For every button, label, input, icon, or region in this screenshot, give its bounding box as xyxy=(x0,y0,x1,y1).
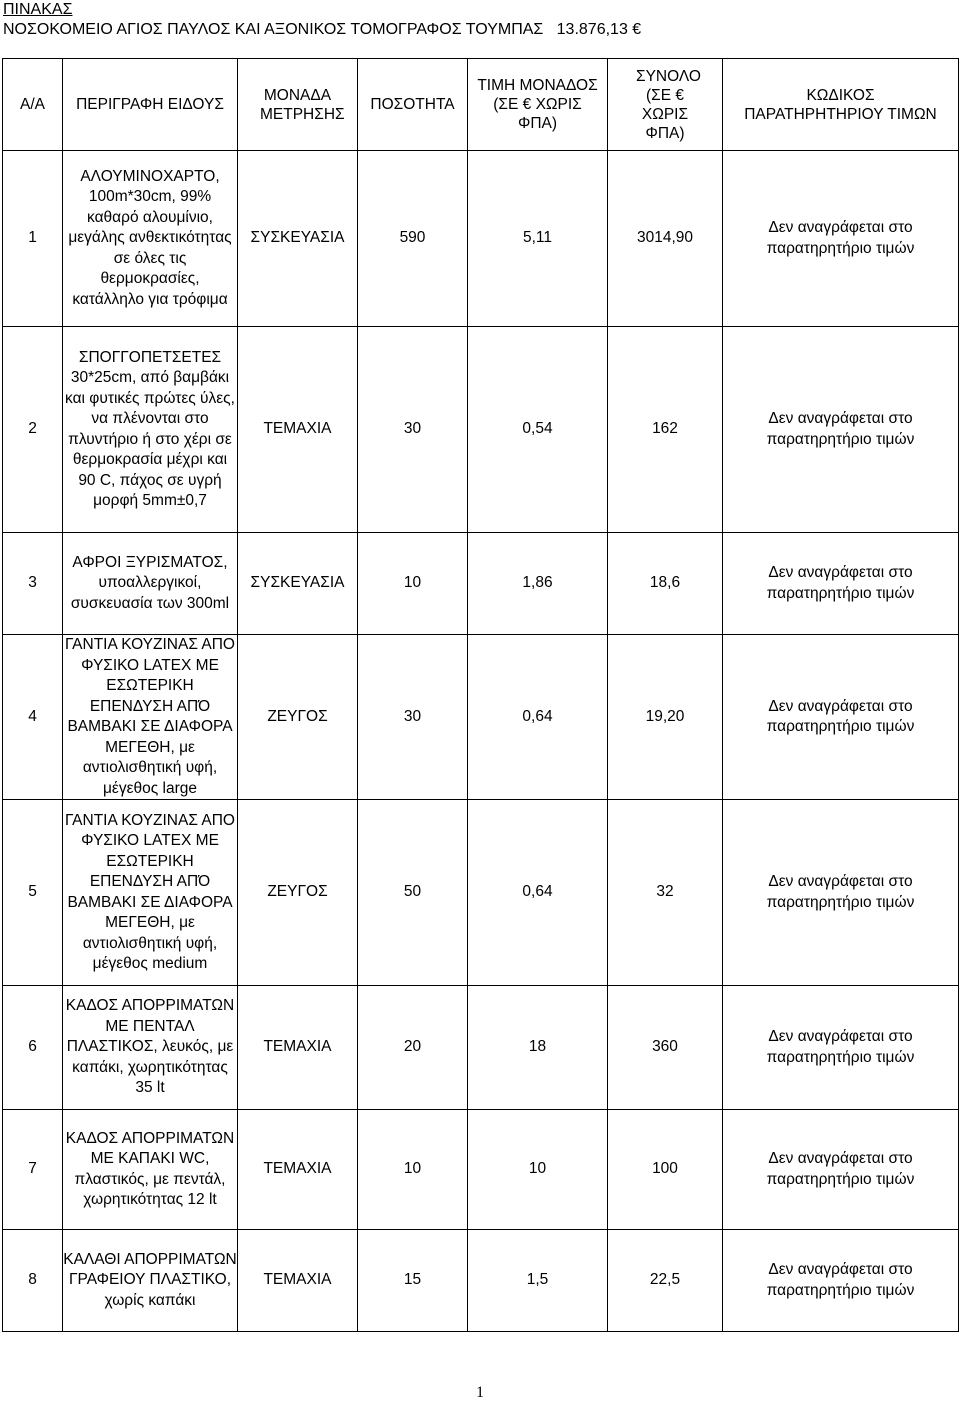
total: 360 xyxy=(608,986,723,1110)
row-number: 6 xyxy=(3,986,63,1110)
item-description: ΚΑΛΑΘΙ ΑΠΟΡΡΙΜΑΤΩΝ ΓΡΑΦΕΙΟΥ ΠΛΑΣΤΙΚΟ, χωρίς καπάκι xyxy=(63,1230,238,1332)
quantity: 590 xyxy=(358,151,468,327)
item-description: ΣΠΟΓΓΟΠΕΤΣΕΤΕΣ 30*25cm, από βαμβάκι και φυτικές πρώτες ύλες, να πλένονται στο πλυντήριο ή στο χέρι σε θερμοκρασία μέχρι και 90 C, πάχος σε υγρή μορφή 5mm±0,7 xyxy=(63,327,238,533)
observatory-code: Δεν αναγράφεται στο παρατηρητήριο τιμών xyxy=(723,1110,959,1230)
unit-price: 0,54 xyxy=(468,327,608,533)
table-row xyxy=(3,327,959,533)
unit-of-measure: ΤΕΜΑΧΙΑ xyxy=(238,1230,358,1332)
item-description: ΚΑΔΟΣ ΑΠΟΡΡΙΜΑΤΩΝ ΜΕ ΚΑΠΑΚΙ WC, πλαστικός, με πεντάλ, χωρητικότητας 12 lt xyxy=(63,1110,238,1230)
header-row xyxy=(3,59,959,151)
table-row xyxy=(3,1230,959,1332)
header-code: ΚΩΔΙΚΟΣ ΠΑΡΑΤΗΡΗΤΗΡΙΟΥ ΤΙΜΩΝ xyxy=(723,59,959,151)
unit-price: 5,11 xyxy=(468,151,608,327)
row-number: 4 xyxy=(3,635,63,800)
quantity: 30 xyxy=(358,635,468,800)
header-quantity: ΠΟΣΟΤΗΤΑ xyxy=(358,59,468,151)
table-row xyxy=(3,533,959,635)
total: 162 xyxy=(608,327,723,533)
observatory-code: Δεν αναγράφεται στο παρατηρητήριο τιμών xyxy=(723,533,959,635)
unit-price: 10 xyxy=(468,1110,608,1230)
quantity: 50 xyxy=(358,800,468,986)
row-number: 3 xyxy=(3,533,63,635)
table-row xyxy=(3,986,959,1110)
observatory-code: Δεν αναγράφεται στο παρατηρητήριο τιμών xyxy=(723,1230,959,1332)
item-description: ΑΛΟΥΜΙΝΟΧΑΡΤΟ, 100m*30cm, 99% καθαρό αλουμίνιο, μεγάλης ανθεκτικότητας σε όλες τις θερμοκρασίες, κατάλληλο για τρόφιμα xyxy=(63,151,238,327)
item-description: ΑΦΡΟΙ ΞΥΡΙΣΜΑΤΟΣ, υποαλλεργικοί, συσκευασία των 300ml xyxy=(63,533,238,635)
row-number: 5 xyxy=(3,800,63,986)
document-title: ΠΙΝΑΚΑΣ xyxy=(3,1,73,18)
observatory-code: Δεν αναγράφεται στο παρατηρητήριο τιμών xyxy=(723,327,959,533)
unit-price: 18 xyxy=(468,986,608,1110)
document-subtitle: ΝΟΣΟΚΟΜΕΙΟ ΑΓΙΟΣ ΠΑΥΛΟΣ ΚΑΙ ΑΞΟΝΙΚΟΣ ΤΟΜΟΓΡΑΦΟΣ ΤΟΥΜΠΑΣ 13.876,13 € xyxy=(3,21,642,38)
header-total: ΣΥΝΟΛΟ (ΣΕ € ΧΩΡΙΣ ΦΠΑ) xyxy=(608,59,723,151)
row-number: 7 xyxy=(3,1110,63,1230)
unit-of-measure: ΤΕΜΑΧΙΑ xyxy=(238,986,358,1110)
header-aa: Α/Α xyxy=(3,59,63,151)
item-description: ΓΑΝΤΙΑ ΚΟΥΖΙΝΑΣ ΑΠΟ ΦΥΣΙΚΟ LATEX ΜΕ ΕΣΩΤΕΡΙΚΗ ΕΠΕΝΔΥΣΗ ΑΠΌ ΒΑΜΒΑΚΙ ΣΕ ΔΙΑΦΟΡΑ ΜΕΓΕΘΗ, με αντιολισθητική υφή, μέγεθος large xyxy=(63,635,238,800)
observatory-code: Δεν αναγράφεται στο παρατηρητήριο τιμών xyxy=(723,800,959,986)
row-number: 1 xyxy=(3,151,63,327)
header-description: ΠΕΡΙΓΡΑΦΗ ΕΙΔΟΥΣ xyxy=(63,59,238,151)
total: 18,6 xyxy=(608,533,723,635)
unit-of-measure: ΖΕΥΓΟΣ xyxy=(238,635,358,800)
unit-price: 0,64 xyxy=(468,635,608,800)
quantity: 10 xyxy=(358,1110,468,1230)
unit-price: 1,5 xyxy=(468,1230,608,1332)
observatory-code: Δεν αναγράφεται στο παρατηρητήριο τιμών xyxy=(723,986,959,1110)
unit-of-measure: ΤΕΜΑΧΙΑ xyxy=(238,327,358,533)
row-number: 8 xyxy=(3,1230,63,1332)
total: 3014,90 xyxy=(608,151,723,327)
unit-of-measure: ΣΥΣΚΕΥΑΣΙΑ xyxy=(238,151,358,327)
unit-of-measure: ΤΕΜΑΧΙΑ xyxy=(238,1110,358,1230)
unit-price: 1,86 xyxy=(468,533,608,635)
table-row xyxy=(3,151,959,327)
observatory-code: Δεν αναγράφεται στο παρατηρητήριο τιμών xyxy=(723,635,959,800)
unit-of-measure: ΖΕΥΓΟΣ xyxy=(238,800,358,986)
row-number: 2 xyxy=(3,327,63,533)
quantity: 30 xyxy=(358,327,468,533)
quantity: 10 xyxy=(358,533,468,635)
total: 32 xyxy=(608,800,723,986)
observatory-code: Δεν αναγράφεται στο παρατηρητήριο τιμών xyxy=(723,151,959,327)
page-number: 1 xyxy=(476,1384,484,1401)
unit-of-measure: ΣΥΣΚΕΥΑΣΙΑ xyxy=(238,533,358,635)
total: 100 xyxy=(608,1110,723,1230)
table-row xyxy=(3,1110,959,1230)
table-row xyxy=(3,635,959,800)
header-unit-price: ΤΙΜΗ ΜΟΝΑΔΟΣ (ΣΕ € ΧΩΡΙΣ ΦΠΑ) xyxy=(468,59,608,151)
total: 22,5 xyxy=(608,1230,723,1332)
header-unit: ΜΟΝΑΔΑ ΜΕΤΡΗΣΗΣ xyxy=(238,59,358,151)
table-row xyxy=(3,800,959,986)
item-description: ΓΑΝΤΙΑ ΚΟΥΖΙΝΑΣ ΑΠΟ ΦΥΣΙΚΟ LATEX ΜΕ ΕΣΩΤΕΡΙΚΗ ΕΠΕΝΔΥΣΗ ΑΠΌ ΒΑΜΒΑΚΙ ΣΕ ΔΙΑΦΟΡΑ ΜΕΓΕΘΗ, με αντιολισθητική υφή, μέγεθος medium xyxy=(63,800,238,986)
quantity: 15 xyxy=(358,1230,468,1332)
total: 19,20 xyxy=(608,635,723,800)
item-description: ΚΑΔΟΣ ΑΠΟΡΡΙΜΑΤΩΝ ΜΕ ΠΕΝΤΑΛ ΠΛΑΣΤΙΚΟΣ, λευκός, με καπάκι, χωρητικότητας 35 lt xyxy=(63,986,238,1110)
items-table xyxy=(2,58,959,1332)
quantity: 20 xyxy=(358,986,468,1110)
unit-price: 0,64 xyxy=(468,800,608,986)
